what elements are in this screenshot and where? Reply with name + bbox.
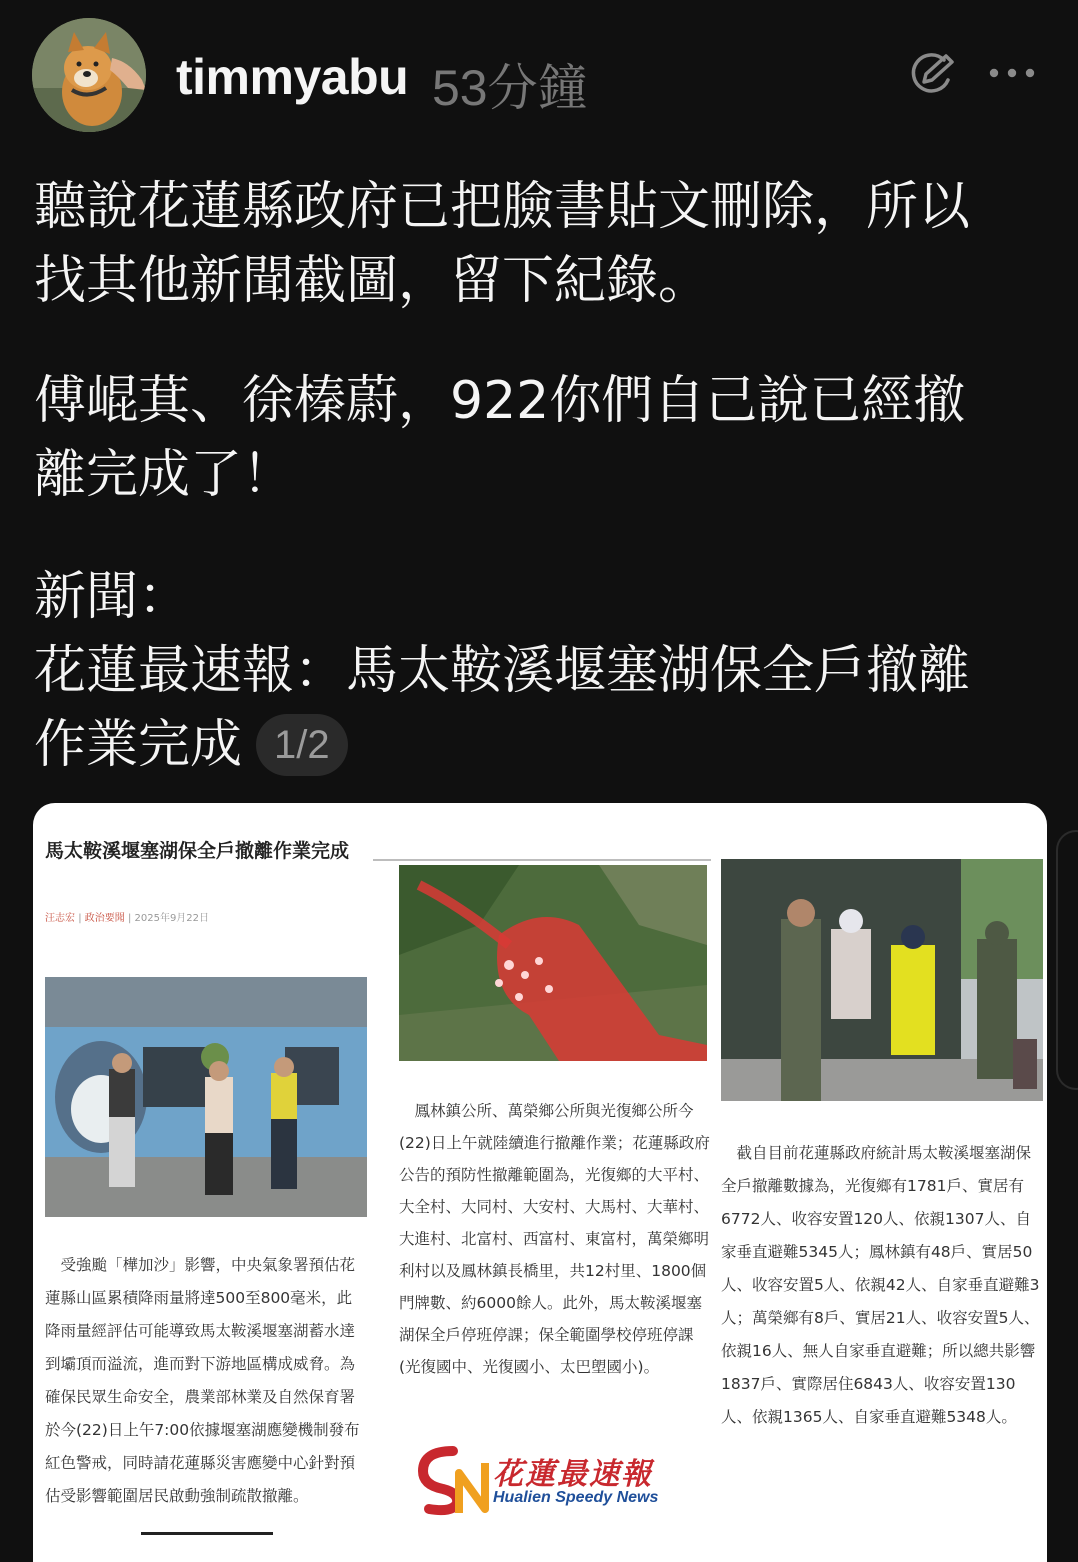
article-category: 政治要聞	[84, 913, 125, 924]
article-screenshot-image[interactable]	[33, 803, 1047, 1562]
news-link-text: 新聞： 花蓮最速報：馬太鞍溪堰塞湖保全戶撤離 作業完成	[34, 567, 971, 775]
article-date: 2025年9月22日	[134, 913, 210, 924]
meta-separator: |	[127, 913, 132, 924]
mural-street-photo	[45, 977, 367, 1217]
soldiers-evacuation-photo	[721, 859, 1043, 1101]
underline-mark	[141, 1532, 273, 1535]
edit-circle-icon[interactable]	[904, 50, 958, 100]
hualien-speedy-news-logo	[413, 1443, 713, 1523]
image-counter-badge: 1/2	[256, 714, 348, 776]
logo-chinese-text: 花蓮最速報	[493, 1457, 653, 1492]
article-author: 汪志宏	[45, 913, 75, 924]
post-timestamp: 53分鐘	[432, 60, 588, 116]
avatar[interactable]	[32, 18, 146, 132]
post-paragraph-2: 傅崐萁、徐榛蔚，922你們自己說已經撤 離完成了！	[34, 371, 966, 505]
sn-logo-icon	[413, 1443, 493, 1523]
next-image-peek[interactable]	[1056, 830, 1078, 1090]
evacuation-map-image	[399, 865, 707, 1061]
post-paragraph-1: 聽說花蓮縣政府已把臉書貼文刪除，所以 找其他新聞截圖，留下紀錄。	[34, 177, 971, 311]
title-divider	[373, 859, 711, 861]
article-paragraph-2: 鳳林鎮公所、萬榮鄉公所與光復鄉公所今(22)日上午就陸續進行撤離作業；花蓮縣政府公告的預防性撤離範圍為，光復鄉的大平村、大全村、大同村、大安村、大馬村、大華村、大進村、北富村、西富村、東富村，萬榮鄉明利村以及鳳林鎮長橋里，共12村里、1800個門牌數、約6000餘人。此外，馬太鞍溪堰塞湖保全戶停班停課；保全範圍學校停班停課(光復國中、光復國小、太巴塱國小)。	[399, 1102, 710, 1376]
article-meta	[45, 909, 209, 924]
shiba-avatar-image	[32, 18, 146, 132]
post-paragraph-3	[34, 560, 1034, 782]
username[interactable]: timmyabu	[176, 49, 409, 105]
meta-separator: |	[78, 913, 82, 924]
article-title: 馬太鞍溪堰塞湖保全戶撤離作業完成	[45, 840, 350, 862]
logo-english-text: Hualien Speedy News	[493, 1489, 659, 1506]
article-paragraph-1: 受強颱「樺加沙」影響，中央氣象署預估花蓮縣山區累積降雨量將達500至800毫米，此降雨量經評估可能導致馬太鞍溪堰塞湖蓄水達到壩頂而溢流，進而對下游地區構成威脅。為確保民眾生命安全，農業部林業及自然保育署於今(22)日上午7:00依據堰塞湖應變機制發布紅色警戒，同時請花蓮縣災害應變中心針對預估受影響範圍居民啟動強制疏散撤離。	[45, 1256, 360, 1505]
article-paragraph-3: 截自目前花蓮縣政府統計馬太鞍溪堰塞湖保全戶撤離數據為，光復鄉有1781戶、實居有6772人、收容安置120人、依親1307人、自家垂直避難5345人；鳳林鎮有48戶、實居50人、收容安置5人、依親42人、自家垂直避難3人；萬榮鄉有8戶、實居21人、收容安置5人、依親16人、無人自家垂直避難；所以總共影響1837戶、實際居住6843人、收容安置130人、依親1365人、自家垂直避難5348人。	[721, 1144, 1040, 1426]
post-header	[0, 0, 1078, 150]
more-horizontal-icon[interactable]	[986, 60, 1038, 86]
